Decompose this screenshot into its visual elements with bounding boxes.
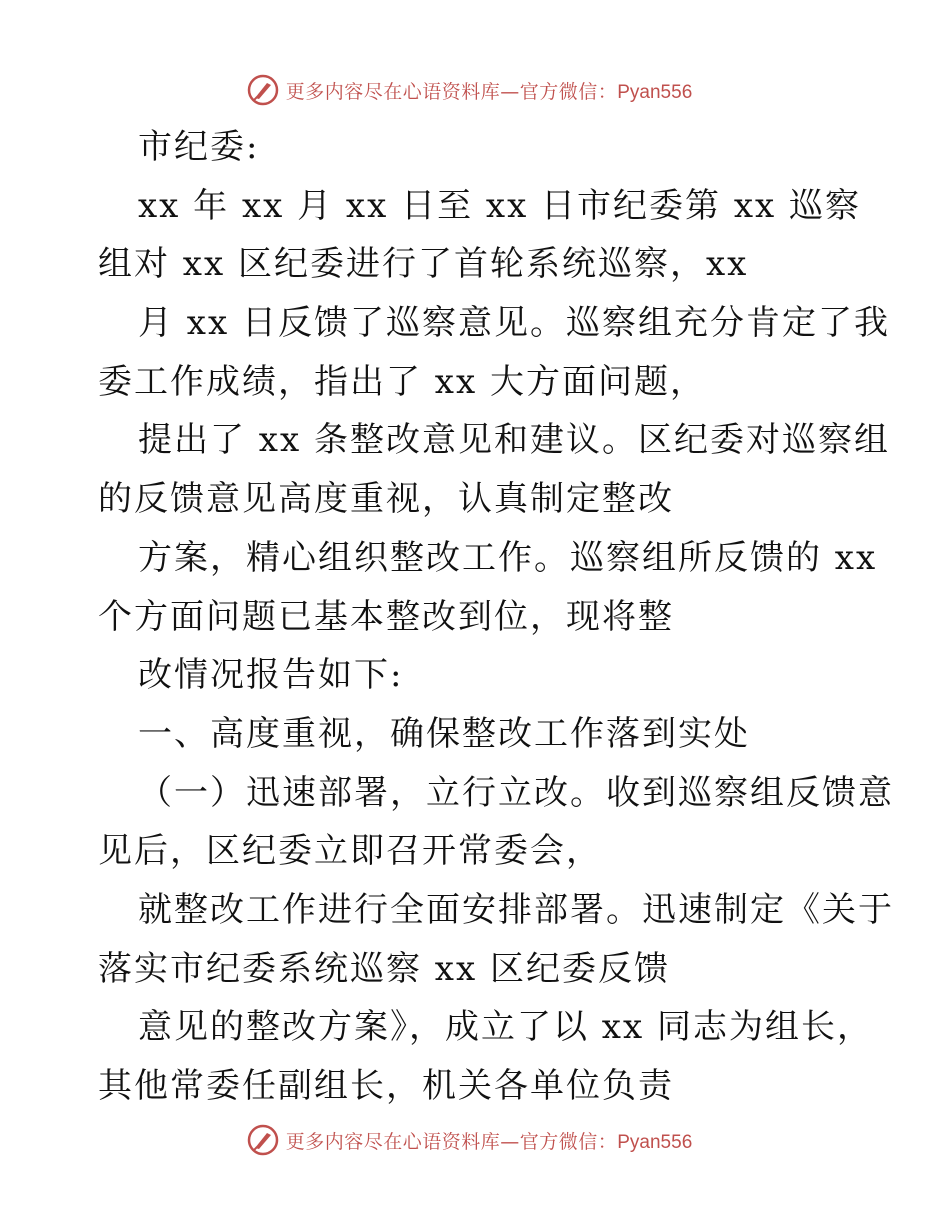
doc-line: 提出了 xx 条整改意见和建议。区纪委对巡察组 (138, 420, 890, 461)
document-body (98, 118, 894, 1116)
doc-line: 委工作成绩，指出了 xx 大方面问题， (98, 361, 706, 402)
doc-line: xx 年 xx 月 xx 日至 xx 日市纪委第 xx 巡察 (138, 185, 862, 226)
watermark-text: 更多内容尽在心语资料库—官方微信：Pyan556 (285, 1130, 693, 1153)
doc-line: 意见的整改方案》，成立了以 xx 同志为组长， (138, 1007, 873, 1048)
doc-line: 就整改工作进行全面安排部署。迅速制定《关于 (138, 889, 894, 930)
doc-line: 落实市纪委系统巡察 xx 区纪委反馈 (98, 948, 670, 989)
header-watermark (0, 70, 950, 110)
doc-line: 改情况报告如下: (138, 655, 404, 696)
doc-line: 方案，精心组织整改工作。巡察组所反馈的 xx (138, 537, 878, 578)
footer-watermark (0, 1120, 950, 1160)
quill-circle-logo-icon (246, 1123, 280, 1157)
doc-line: （一）迅速部署，立行立改。收到巡察组反馈意 (138, 772, 894, 813)
watermark-handle: Pyan556 (617, 1131, 693, 1153)
doc-line: 月 xx 日反馈了巡察意见。巡察组充分肯定了我 (138, 303, 890, 344)
doc-line: 的反馈意见高度重视，认真制定整改 (98, 479, 674, 520)
quill-circle-logo-icon (246, 73, 280, 107)
doc-line: 组对 xx 区纪委进行了首轮系统巡察，xx (98, 244, 749, 285)
watermark-handle: Pyan556 (617, 81, 693, 103)
doc-line: 见后，区纪委立即召开常委会， (98, 831, 602, 872)
watermark-text: 更多内容尽在心语资料库—官方微信：Pyan556 (285, 80, 693, 103)
doc-line: 个方面问题已基本整改到位，现将整 (98, 596, 674, 637)
section-heading: 一、高度重视，确保整改工作落到实处 (138, 713, 750, 754)
doc-line: 其他常委任副组长，机关各单位负责 (98, 1066, 674, 1106)
doc-line: 市纪委: (138, 127, 260, 167)
